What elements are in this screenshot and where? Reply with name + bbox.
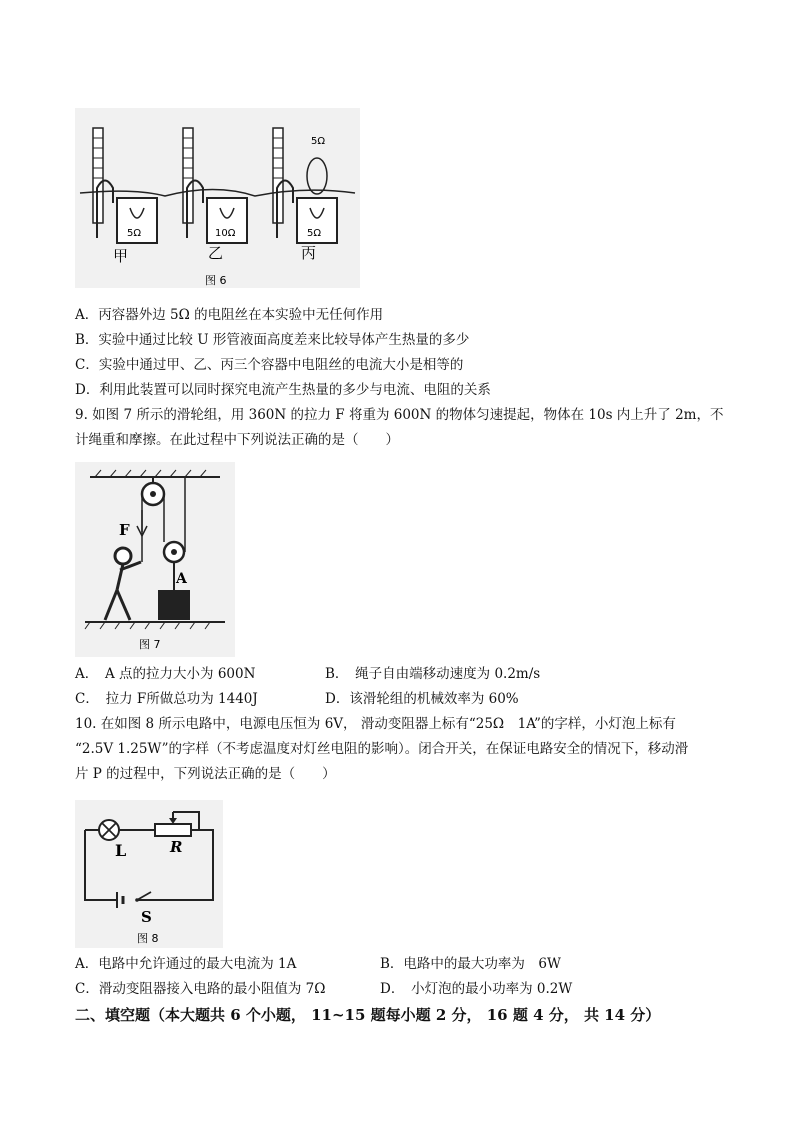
q10-option-c: C．滑动变阻器接入电路的最小阻值为 7Ω	[75, 981, 326, 997]
figure-6	[75, 108, 360, 288]
q10-stem-line2: “2.5V 1.25W”的字样（不考虑温度对灯丝电阻的影响）。闭合开关，在保证电路安全的情况下，移动滑	[75, 741, 689, 757]
fig8-caption: 图 8	[137, 932, 159, 945]
q9-option-b: B． 绳子自由端移动速度为 0.2m/s	[325, 666, 541, 682]
q8-option-d: D．利用此装置可以同时探究电流产生热量的多少与电流、电阻的关系	[75, 382, 491, 398]
section-2-heading: 二、填空题（本大题共 6 个小题， 11~15 题每小题 2 分， 16 题 4 分， 共 14 分）	[75, 1006, 661, 1024]
q9-option-d: D．该滑轮组的机械效率为 60%	[325, 691, 519, 707]
fig6-outer-resistor: 5Ω	[311, 136, 326, 147]
q9-option-a: A． A 点的拉力大小为 600N	[75, 666, 256, 682]
q8-option-b: B．实验中通过比较 U 形管液面高度差来比较导体产生热量的多少	[75, 332, 470, 348]
fig6-resistor-1: 5Ω	[127, 228, 142, 239]
fig7-caption: 图 7	[139, 638, 161, 651]
figure-7	[75, 462, 235, 657]
fig7-label-a: A	[176, 571, 187, 587]
q9-stem-line2: 计绳重和摩擦。在此过程中下列说法正确的是（ ）	[75, 432, 399, 448]
q10-stem-line1: 10. 在如图 8 所示电路中，电源电压恒为 6V， 滑动变阻器上标有“25Ω 1A”的字样，小灯泡上标有	[75, 716, 676, 732]
fig7-label-f: F	[119, 521, 130, 539]
q9-stem-line1: 9. 如图 7 所示的滑轮组，用 360N 的拉力 F 将重为 600N 的物体匀速提起，物体在 10s 内上升了 2m，不	[75, 407, 724, 423]
q10-stem-line3: 片 P 的过程中，下列说法正确的是（ ）	[75, 766, 336, 782]
fig6-caption: 图 6	[205, 274, 227, 287]
fig6-resistor-2: 10Ω	[215, 228, 236, 239]
fig8-label-s: S	[141, 908, 152, 926]
fig6-label-jia: 甲	[113, 247, 129, 265]
fig8-label-r: R	[170, 838, 183, 856]
q10-option-a: A．电路中允许通过的最大电流为 1A	[75, 956, 297, 972]
fig6-resistor-3: 5Ω	[307, 228, 322, 239]
q8-option-a: A．丙容器外边 5Ω 的电阻丝在本实验中无任何作用	[75, 307, 384, 323]
q9-option-c: C． 拉力 F所做总功为 1440J	[75, 691, 258, 707]
fig8-label-l: L	[115, 841, 127, 860]
fig6-label-bing: 丙	[301, 244, 317, 262]
q8-option-c: C．实验中通过甲、乙、丙三个容器中电阻丝的电流大小是相等的	[75, 357, 464, 373]
figure-8	[75, 800, 223, 948]
q10-option-b: B．电路中的最大功率为 6W	[380, 956, 561, 972]
q10-option-d: D． 小灯泡的最小功率为 0.2W	[380, 981, 573, 997]
fig6-label-yi: 乙	[208, 244, 224, 262]
